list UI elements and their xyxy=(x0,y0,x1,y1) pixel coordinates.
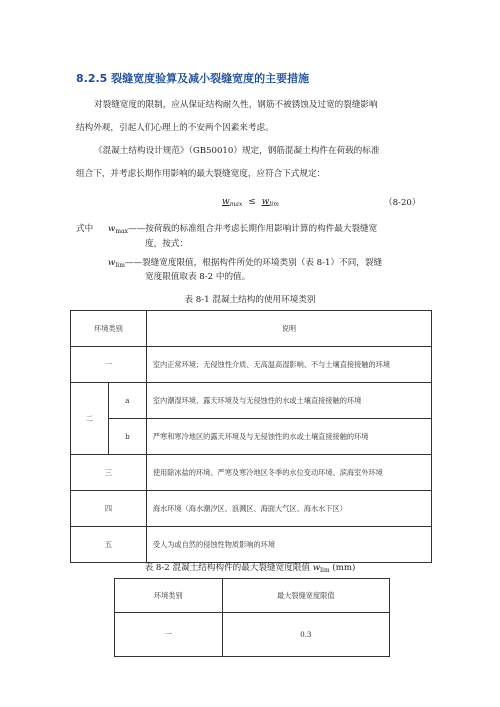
table-row xyxy=(71,527,432,563)
definition-wlim-line-2: 宽度限值取表 8-2 中的值。 xyxy=(145,272,251,282)
description-cell: 使用除冰盐的环境、严寒及寒冷地区冬季的水位变动环境、滨海室外环境 xyxy=(146,455,431,491)
category-cell: 四 xyxy=(71,491,147,527)
definition-prefix: 式中 xyxy=(76,224,94,234)
limit-value-cell: 0.3 xyxy=(222,613,389,657)
table-1-header-description: 说明 xyxy=(146,311,431,347)
formula-rhs: $w_{lim}$ xyxy=(261,197,279,208)
category-cell: 一 xyxy=(115,613,223,657)
category-cell: 一 xyxy=(71,347,147,383)
table-2-caption: 表 8-2 混凝土结构构件的最大裂缝宽度限值 $w_{lim}$ (mm) xyxy=(144,563,356,574)
table-2-header-category: 环境类别 xyxy=(115,579,223,613)
environment-category-table xyxy=(70,310,432,563)
definition-wlim: $w_{lim}——$裂缝宽度限值，根据构件所处的环境类别（表 8-1）不同，裂缝 xyxy=(108,258,383,269)
paragraph-2-line-1: 《混凝土结构设计规范》（GB50010）规定，钢筋混凝土构件在荷载的标准 xyxy=(94,146,380,156)
table-row xyxy=(71,491,432,527)
paragraph-1-line-2: 结构外观，引起人们心理上的不安两个因素来考虑。 xyxy=(76,123,274,133)
table-2-header-row xyxy=(115,579,390,613)
table-1-caption: 表 8-1 混凝土结构的使用环境类别 xyxy=(184,295,316,305)
category-cell: 三 xyxy=(71,455,147,491)
table-2-header-limit: 最大裂缝宽度限值 xyxy=(222,579,389,613)
category-cell: 五 xyxy=(71,527,147,563)
paragraph-1-line-1: 对裂缝宽度的限制，应从保证结构耐久性，钢筋不被锈蚀及过宽的裂缝影响 xyxy=(94,100,378,110)
description-cell: 室内潮湿环境、露天环境及与无侵蚀性的水或土壤直接接触的环境 xyxy=(146,383,431,419)
crack-width-limit-table xyxy=(114,578,390,657)
table-1-header-row xyxy=(71,311,432,347)
table-row xyxy=(71,347,432,383)
description-cell: 受人为或自然的侵蚀性物质影响的环境 xyxy=(146,527,431,563)
formula-lhs: $w_{max}$ xyxy=(222,197,243,208)
section-title-text: 裂缝宽度验算及减小裂缝宽度的主要措施 xyxy=(111,72,310,85)
table-row xyxy=(71,383,432,419)
definition-wmax-line-2: 度，按式： xyxy=(145,239,188,249)
paragraph-2-line-2: 组合下，并考虑长期作用影响的最大裂缝宽度，应符合下式规定： xyxy=(76,169,326,179)
formula-8-20 xyxy=(222,197,279,208)
table-1-header-category: 环境类别 xyxy=(71,311,147,347)
table-row xyxy=(71,419,432,455)
description-cell: 严寒和寒冷地区的露天环境及与无侵蚀性的水或土壤直接接触的环境 xyxy=(146,419,431,455)
table-row xyxy=(115,613,390,657)
category-cell: 二 xyxy=(71,383,109,455)
section-number: 8.2.5 xyxy=(76,72,108,85)
description-cell: 海水环境（海水潮汐区、浪溅区、海面大气区、海水水下区） xyxy=(146,491,431,527)
formula-number: （8-20） xyxy=(384,198,421,208)
definition-wmax: $w_{max}——$按荷载的标准组合并考虑长期作用影响计算的构件最大裂缝宽 xyxy=(108,224,378,235)
section-heading xyxy=(76,70,309,86)
description-cell: 室内正常环境；无侵蚀性介质、无高温高湿影响、不与土壤直接接触的环境 xyxy=(146,347,431,383)
formula-operator: ≤ xyxy=(248,197,256,207)
table-row xyxy=(71,455,432,491)
subcategory-cell: b xyxy=(108,419,146,455)
subcategory-cell: a xyxy=(108,383,146,419)
